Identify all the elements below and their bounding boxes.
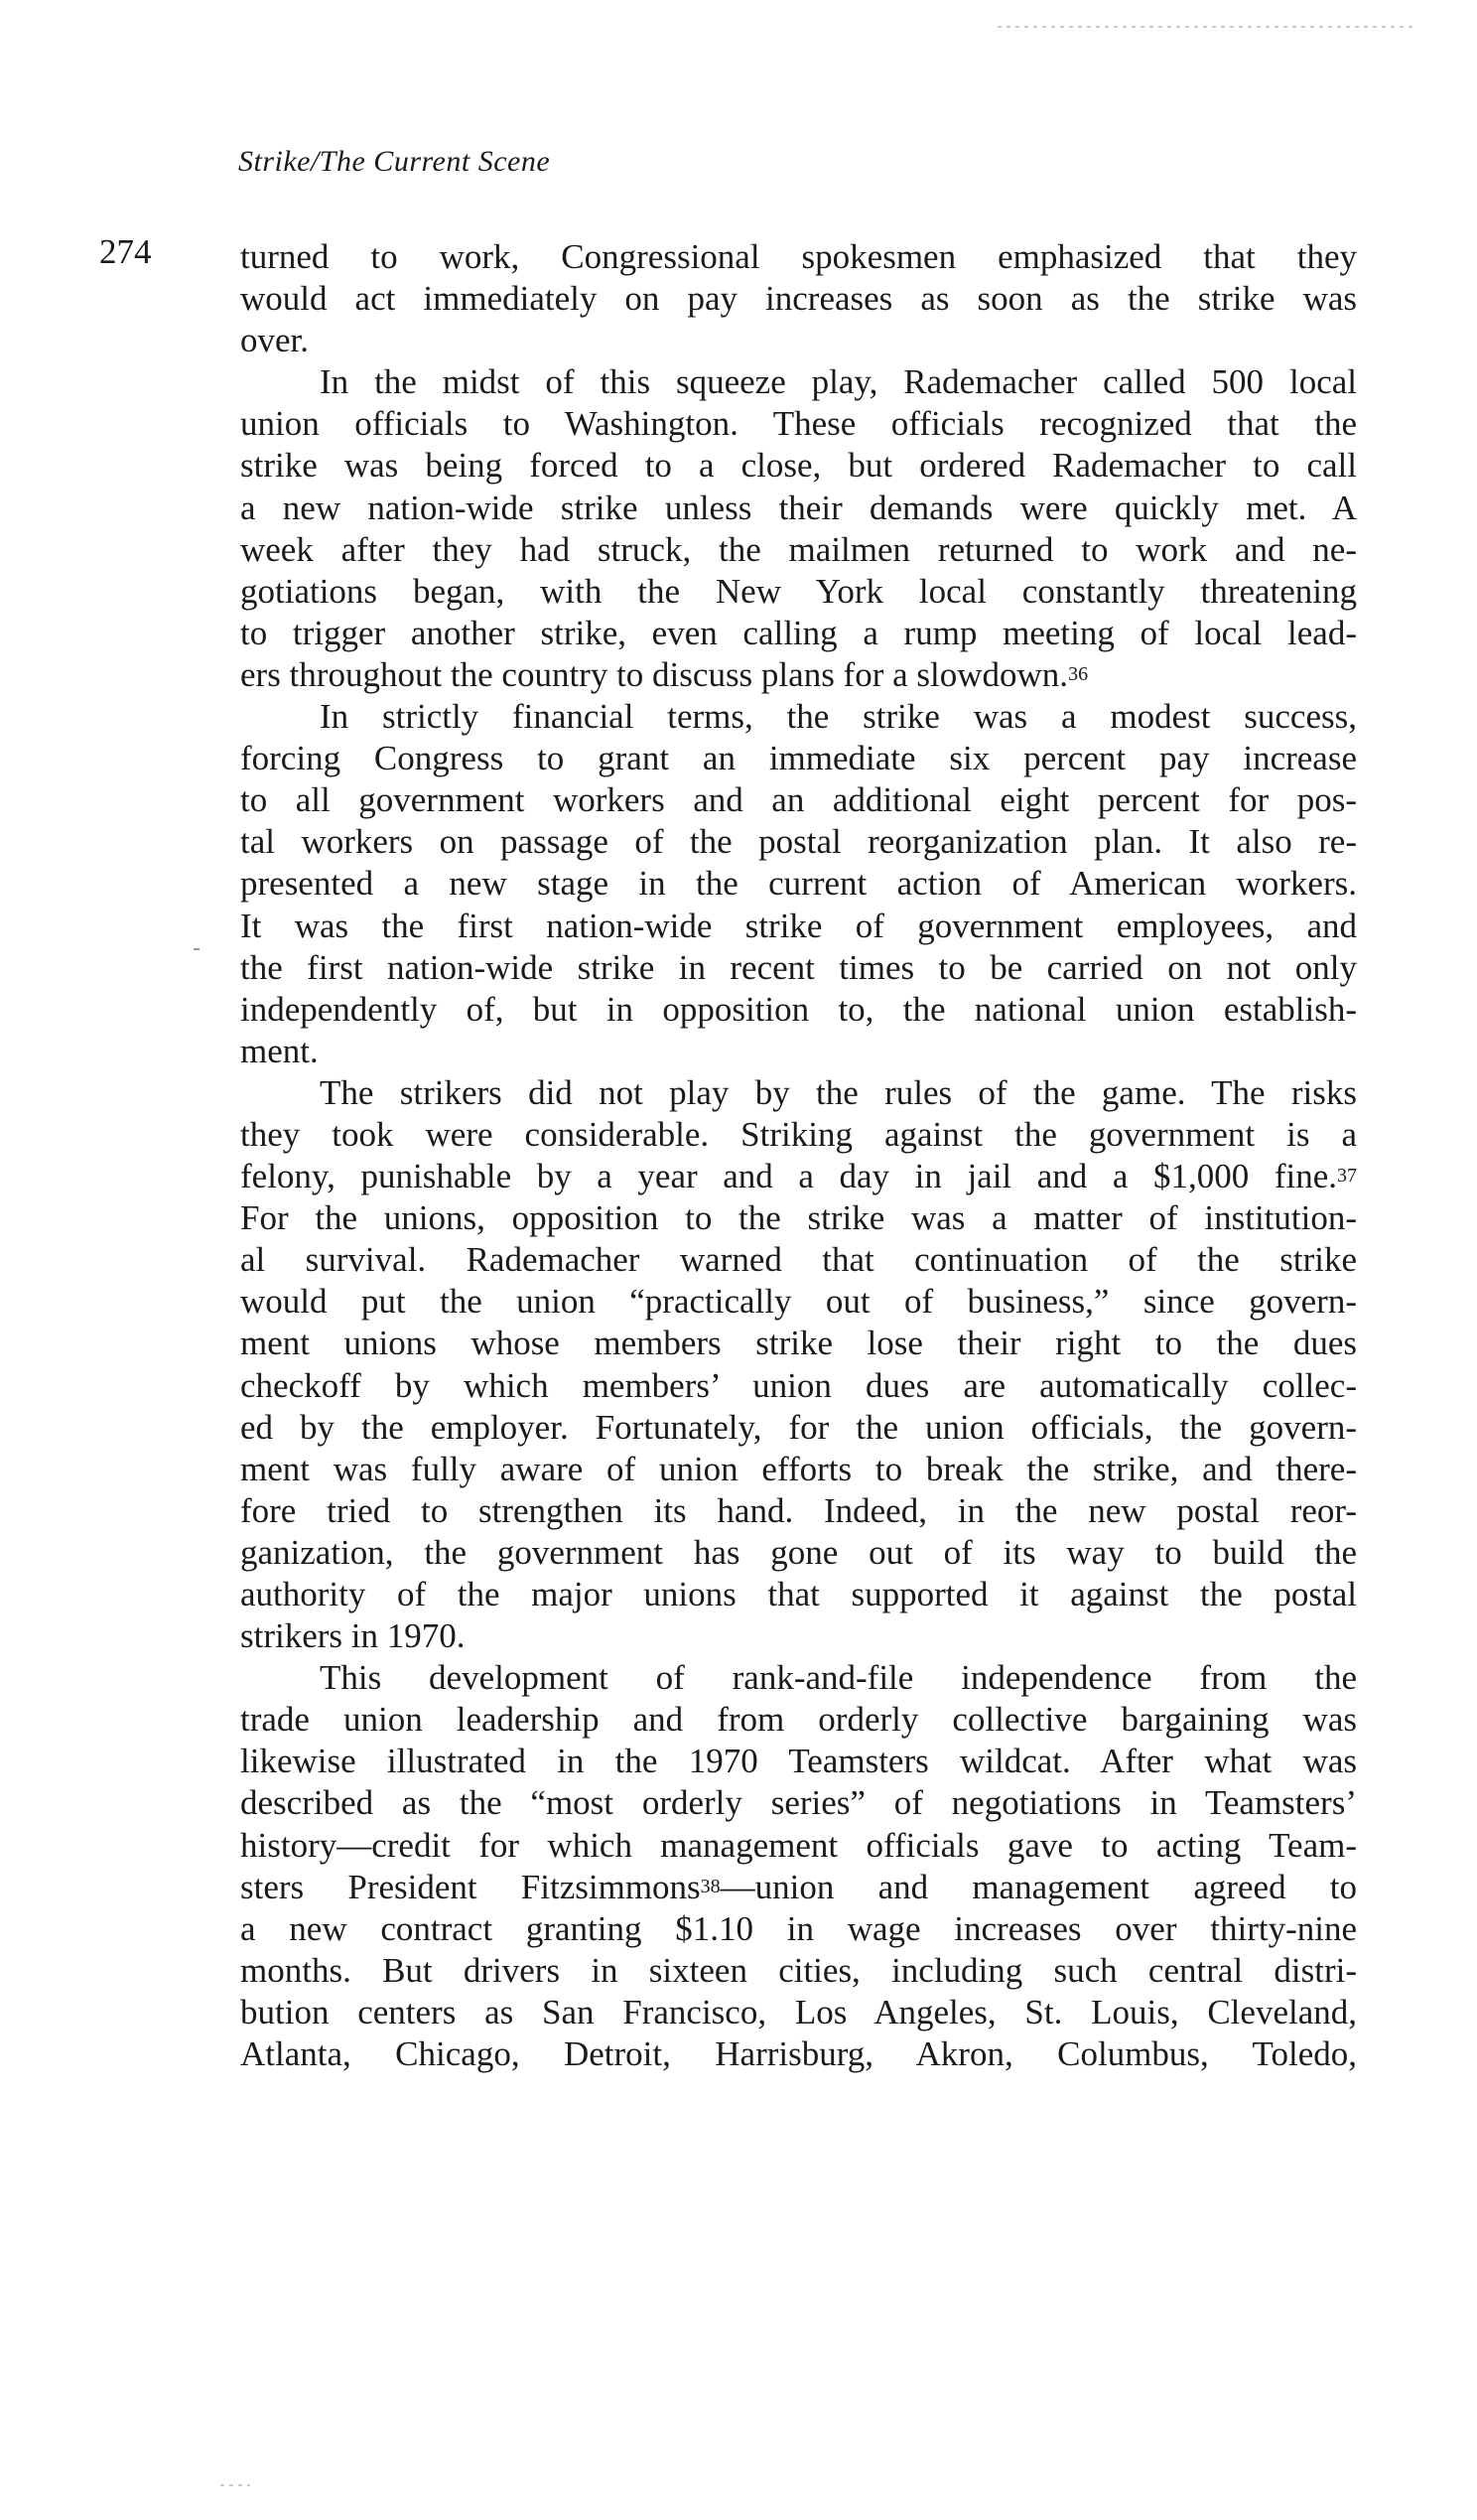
text-line-content: checkoff by which members’ union dues are automatically collec-	[240, 1365, 1357, 1405]
text-line	[240, 1323, 1357, 1364]
text-line-content: to trigger another strike, even calling a rump meeting of local lead-	[240, 613, 1357, 652]
text-line	[240, 361, 1357, 403]
text-line-content: history—credit for which management officials gave to acting Team-	[240, 1825, 1357, 1865]
text-line	[240, 236, 1357, 278]
text-line	[240, 320, 1357, 361]
text-line	[240, 1532, 1357, 1574]
text-line-content: to all government workers and an additional eight percent for pos-	[240, 780, 1357, 820]
text-line-content: ment.	[240, 1031, 319, 1070]
text-line	[240, 1950, 1357, 1992]
text-line-content: ment was fully aware of union efforts to break the strike, and there-	[240, 1449, 1357, 1488]
footnote-reference: 38	[700, 1875, 721, 1897]
text-line-continuation: —union and management agreed to	[720, 1867, 1357, 1906]
text-line-content: In strictly financial terms, the strike was a modest success,	[320, 697, 1357, 737]
text-line	[240, 1657, 1357, 1699]
text-line	[240, 529, 1357, 571]
text-line	[240, 696, 1357, 738]
text-line-content: ment unions whose members strike lose their right to the dues	[240, 1324, 1357, 1363]
text-line	[240, 1239, 1357, 1281]
text-line-content: the first nation-wide strike in recent times to be carried on not only	[240, 947, 1357, 987]
footnote-reference: 36	[1068, 662, 1089, 685]
text-line-content: In the midst of this squeeze play, Rademacher called 500 local	[320, 362, 1357, 402]
text-line	[240, 738, 1357, 779]
text-line	[240, 2033, 1357, 2075]
text-line	[240, 278, 1357, 320]
text-line	[240, 1449, 1357, 1490]
text-line	[240, 1281, 1357, 1323]
text-line	[240, 821, 1357, 863]
text-line-content: described as the “most orderly series” of negotiations in Teamsters’	[240, 1783, 1357, 1823]
text-line	[240, 1072, 1357, 1114]
text-line-content: authority of the major unions that supported it against the postal	[240, 1575, 1357, 1613]
text-line	[240, 1197, 1357, 1239]
text-line	[240, 1992, 1357, 2033]
text-line-content: tal workers on passage of the postal reorganization plan. It also re-	[240, 822, 1357, 862]
text-line-content: would act immediately on pay increases as soon as the strike was	[240, 279, 1357, 319]
text-line	[240, 1615, 1357, 1657]
text-line-content: presented a new stage in the current action of American workers.	[240, 864, 1357, 904]
text-line	[240, 1490, 1357, 1532]
text-line-content: strike was being forced to a close, but ordered Rademacher to call	[240, 446, 1357, 486]
text-line-content: fore tried to strengthen its hand. Indeed, in the new postal reor-	[240, 1490, 1357, 1530]
text-line-content: would put the union “practically out of business,” since govern-	[240, 1282, 1357, 1322]
margin-mark	[194, 948, 200, 950]
text-line-content: likewise illustrated in the 1970 Teamsters wildcat. After what was	[240, 1742, 1357, 1781]
scan-artifact-bottom	[220, 2484, 250, 2486]
text-line-content: The strikers did not play by the rules of the game. The risks	[320, 1072, 1357, 1112]
text-line	[240, 403, 1357, 445]
body-text	[240, 236, 1357, 2075]
text-line	[240, 863, 1357, 905]
text-line-content: ganization, the government has gone out of its way to build the	[240, 1532, 1357, 1572]
text-line	[240, 1114, 1357, 1156]
text-line	[240, 1782, 1357, 1824]
text-line	[240, 445, 1357, 487]
scan-artifact-top	[998, 26, 1414, 28]
text-line	[240, 1156, 1357, 1197]
text-line	[240, 571, 1357, 613]
text-line	[240, 654, 1357, 696]
text-line-content: months. But drivers in sixteen cities, including such central distri-	[240, 1950, 1357, 1990]
text-line-content: independently of, but in opposition to, the national union establish-	[240, 989, 1357, 1029]
text-line-content: trade union leadership and from orderly collective bargaining was	[240, 1700, 1357, 1740]
text-line-content: sters President Fitzsimmons	[240, 1867, 701, 1906]
footnote-reference: 37	[1337, 1165, 1357, 1188]
text-line-content: union officials to Washington. These officials recognized that the	[240, 404, 1357, 444]
text-line	[240, 613, 1357, 654]
text-line	[240, 1741, 1357, 1782]
text-line-content: bution centers as San Francisco, Los Angeles, St. Louis, Cleveland,	[240, 1992, 1357, 2031]
text-line	[240, 1574, 1357, 1615]
text-line-content: ers throughout the country to discuss plans for a slowdown.	[240, 654, 1069, 694]
text-line-content: It was the first nation-wide strike of government employees, and	[240, 906, 1357, 945]
text-line-content: a new contract granting $1.10 in wage increases over thirty-nine	[240, 1908, 1357, 1948]
text-line	[240, 1825, 1357, 1867]
text-line	[240, 1407, 1357, 1449]
text-line	[240, 989, 1357, 1031]
text-line-content: This development of rank-and-file independence from the	[320, 1658, 1357, 1698]
running-head: Strike/The Current Scene	[238, 145, 551, 178]
text-line-content: strikers in 1970.	[240, 1616, 466, 1656]
text-line	[240, 906, 1357, 947]
text-line	[240, 488, 1357, 529]
text-line	[240, 1699, 1357, 1741]
text-line-content: For the unions, opposition to the strike was a matter of institution-	[240, 1198, 1357, 1238]
text-line	[240, 1908, 1357, 1950]
text-line-content: gotiations began, with the New York local constantly threatening	[240, 571, 1357, 611]
text-line-content: a new nation-wide strike unless their demands were quickly met. A	[240, 488, 1357, 527]
text-line-content: al survival. Rademacher warned that continuation of the strike	[240, 1240, 1357, 1280]
text-line	[240, 779, 1357, 821]
text-line-content: felony, punishable by a year and a day in jail and a $1,000 fine.	[240, 1157, 1337, 1196]
text-line-content: week after they had struck, the mailmen returned to work and ne-	[240, 529, 1357, 569]
text-line-content: they took were considerable. Striking against the government is a	[240, 1114, 1357, 1154]
text-line-content: over.	[240, 321, 310, 360]
text-line-content: ed by the employer. Fortunately, for the union officials, the govern-	[240, 1407, 1357, 1447]
text-line-content: Atlanta, Chicago, Detroit, Harrisburg, Akron, Columbus, Toledo,	[240, 2034, 1357, 2074]
page-number: 274	[99, 232, 152, 271]
text-line	[240, 947, 1357, 989]
text-line	[240, 1031, 1357, 1072]
text-line	[240, 1867, 1357, 1908]
text-line	[240, 1365, 1357, 1407]
text-line-content: turned to work, Congressional spokesmen emphasized that they	[240, 237, 1357, 276]
text-line-content: forcing Congress to grant an immediate six percent pay increase	[240, 739, 1357, 778]
